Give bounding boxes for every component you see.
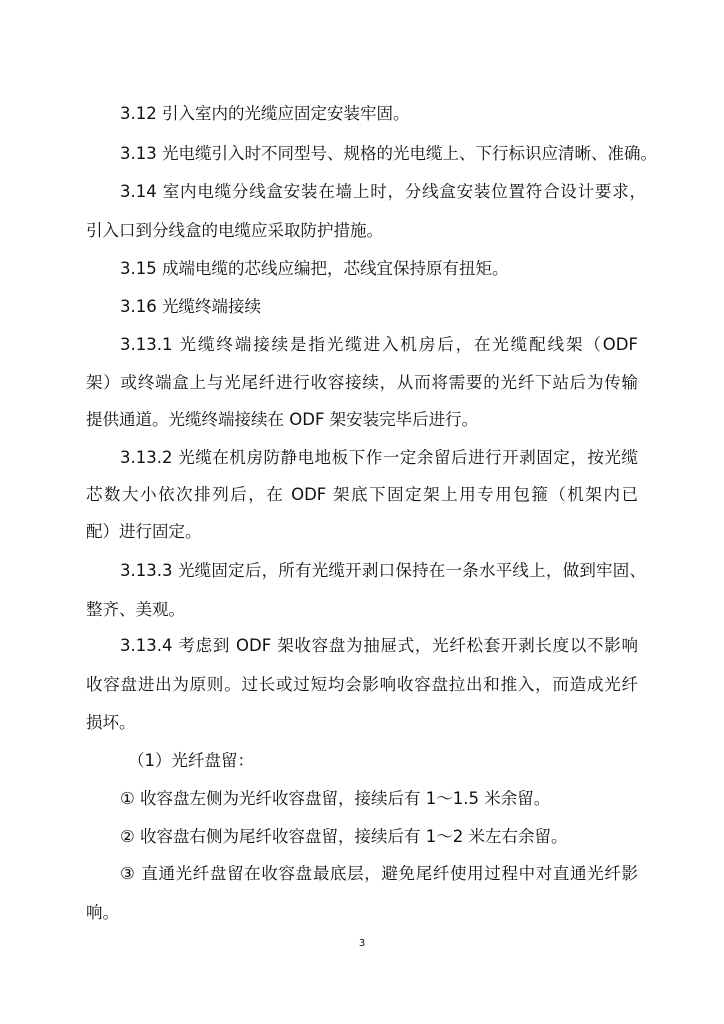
text-line-3-13-2: 3.13.2 光缆在机房防静电地板下作一定余留后进行开剥固定，按光缆 [120, 448, 638, 467]
text-line-fiber-coiling: （1）光纤盘留： [128, 751, 254, 770]
text-line-3-12: 3.12 引入室内的光缆应固定安装牢固。 [120, 104, 410, 123]
text-line-3-13-2-cont-1: 芯数大小依次排列后，在 ODF 架底下固定架上用专用包箍（机架内已 [86, 485, 638, 504]
text-line-3-13-3: 3.13.3 光缆固定后，所有光缆开剥口保持在一条水平线上，做到牢固、 [120, 561, 646, 580]
text-line-3-13-3-cont: 整齐、美观。 [86, 600, 185, 619]
text-line-item-2: ② 收容盘右侧为尾纤收容盘留，接续后有 1～2 米左右余留。 [120, 827, 568, 846]
text-line-item-3: ③ 直通光纤盘留在收容盘最底层，避免尾纤使用过程中对直通光纤影 [120, 864, 638, 883]
text-line-3-13: 3.13 光电缆引入时不同型号、规格的光电缆上、下行标识应清晰、准确。 [120, 144, 657, 163]
text-line-3-14: 3.14 室内电缆分线盒安装在墙上时，分线盒安装位置符合设计要求， [120, 182, 646, 201]
text-line-3-13-4: 3.13.4 考虑到 ODF 架收容盘为抽屉式，光纤松套开剥长度以不影响 [120, 636, 638, 655]
text-line-3-13-2-cont-2: 配）进行固定。 [86, 522, 202, 541]
text-line-item-3-cont: 响。 [86, 903, 119, 922]
text-line-3-16: 3.16 光缆终端接续 [120, 297, 261, 316]
text-line-item-1: ① 收容盘左侧为光纤收容盘留，接续后有 1～1.5 米余留。 [120, 789, 551, 808]
text-line-3-13-1-cont-1: 架）或终端盒上与光尾纤进行收容接续，从而将需要的光纤下站后为传输 [86, 373, 638, 392]
text-line-3-13-4-cont-1: 收容盘进出为原则。过长或过短均会影响收容盘拉出和推入，而造成光纤 [86, 675, 638, 694]
page-number: 3 [358, 938, 366, 949]
text-line-3-13-1: 3.13.1 光缆终端接续是指光缆进入机房后，在光缆配线架（ODF [120, 335, 638, 354]
text-line-3-13-1-cont-2: 提供通道。光缆终端接续在 ODF 架安装完毕后进行。 [86, 410, 479, 429]
text-line-3-14-cont: 引入口到分线盒的电缆应采取防护措施。 [86, 221, 383, 240]
text-line-3-13-4-cont-2: 损坏。 [86, 713, 136, 732]
text-line-3-15: 3.15 成端电缆的芯线应编把，芯线宜保持原有扭矩。 [120, 259, 509, 278]
